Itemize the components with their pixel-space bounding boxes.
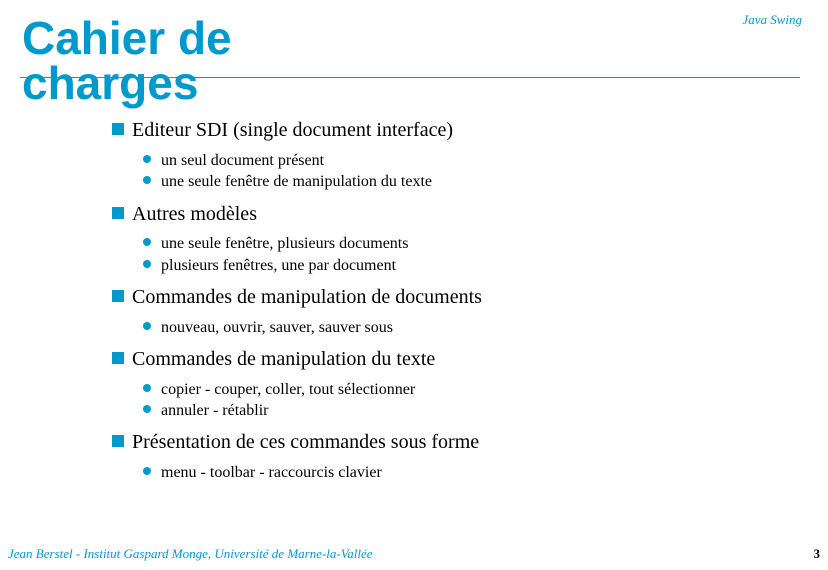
bullet-item <box>112 347 435 371</box>
sub-bullet-text: menu - toolbar - raccourcis clavier <box>161 464 382 481</box>
circle-bullet-icon <box>143 238 151 246</box>
square-bullet-icon <box>112 435 124 447</box>
bullet-text: Commandes de manipulation du texte <box>132 348 436 370</box>
square-bullet-icon <box>112 123 124 135</box>
sub-bullet-item <box>143 172 432 192</box>
bullet-text: Editeur SDI (single document interface) <box>132 119 453 141</box>
circle-bullet-icon <box>143 260 151 268</box>
bullet-text: Commandes de manipulation de documents <box>132 286 482 308</box>
bullet-item <box>112 118 453 142</box>
sub-bullet-text: une seule fenêtre, plusieurs documents <box>161 235 409 252</box>
square-bullet-icon <box>112 290 124 302</box>
sub-bullet-text: annuler - rétablir <box>161 402 269 419</box>
circle-bullet-icon <box>143 467 151 475</box>
sub-bullet-item <box>143 401 269 421</box>
square-bullet-icon <box>112 207 124 219</box>
sub-bullet-item <box>143 380 415 400</box>
circle-bullet-icon <box>143 322 151 330</box>
footer-author: Jean Berstel - Institut Gaspard Monge, Université de Marne-la-Vallée <box>8 546 373 561</box>
sub-bullet-item <box>143 318 393 338</box>
bullet-item <box>112 285 482 309</box>
slide-title: Cahier de charges <box>22 12 232 109</box>
sub-bullet-text: copier - couper, coller, tout sélectionner <box>161 381 416 398</box>
bullet-text: Présentation de ces commandes sous forme <box>132 431 480 453</box>
sub-bullet-item <box>143 463 382 483</box>
sub-bullet-text: une seule fenêtre de manipulation du texte <box>161 173 433 190</box>
bullet-item <box>112 430 479 454</box>
circle-bullet-icon <box>143 405 151 413</box>
circle-bullet-icon <box>143 155 151 163</box>
sub-bullet-text: plusieurs fenêtres, une par document <box>161 257 397 274</box>
circle-bullet-icon <box>143 384 151 392</box>
bullet-text: Autres modèles <box>132 203 257 225</box>
circle-bullet-icon <box>143 176 151 184</box>
sub-bullet-text: nouveau, ouvrir, sauver, sauver sous <box>161 319 393 336</box>
page-number: 3 <box>813 546 820 561</box>
sub-bullet-item <box>143 151 324 171</box>
square-bullet-icon <box>112 352 124 364</box>
header-label: Java Swing <box>742 12 802 27</box>
sub-bullet-item <box>143 256 396 276</box>
sub-bullet-text: un seul document présent <box>161 152 325 169</box>
bullet-item <box>112 202 257 226</box>
sub-bullet-item <box>143 234 408 254</box>
